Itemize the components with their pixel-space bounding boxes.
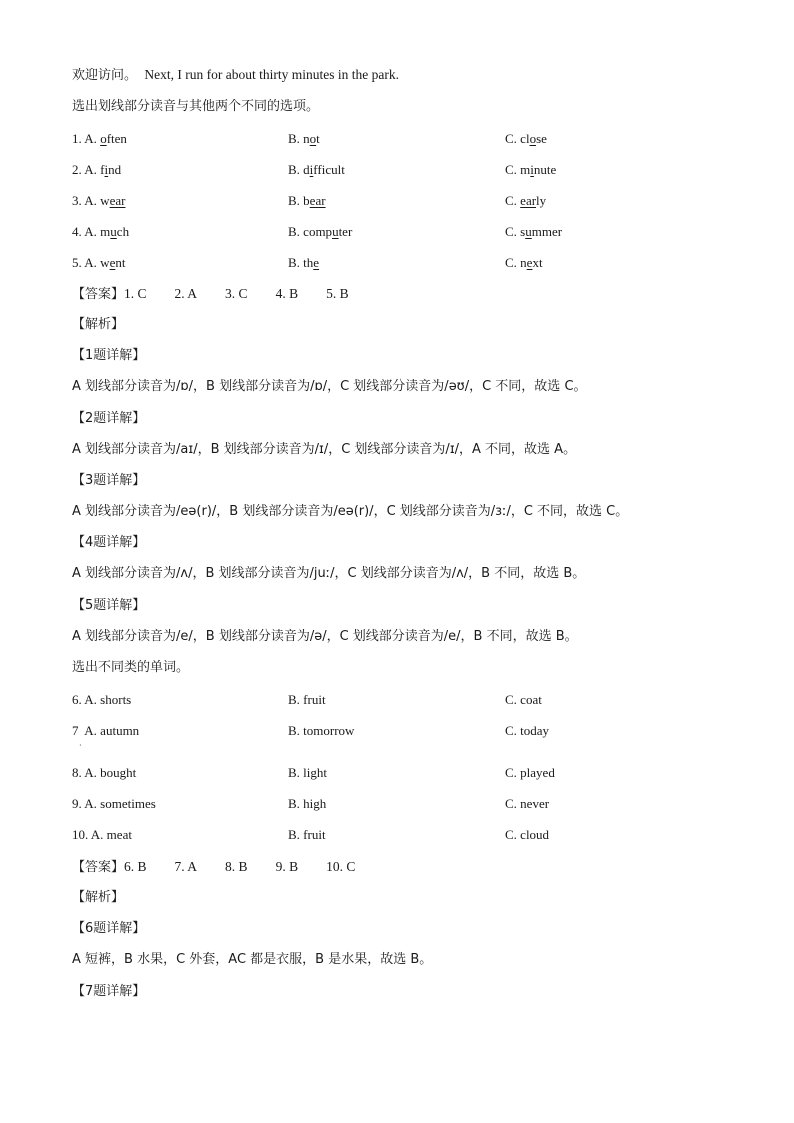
detail-title: 【2题详解】 xyxy=(72,411,146,426)
option-c: C. minute xyxy=(505,162,557,177)
option-b: B. high xyxy=(288,796,327,811)
option-c: C. summer xyxy=(505,224,563,239)
answer-line xyxy=(72,858,355,877)
question-row xyxy=(72,722,732,740)
intro-prefix: 欢迎访问。 xyxy=(72,68,138,83)
option-b: B. fruit xyxy=(288,692,326,707)
option-b: B. tomorrow xyxy=(288,723,355,738)
answer-item: 1. C xyxy=(124,286,147,301)
detail-title: 【5题详解】 xyxy=(72,598,146,613)
detail-title: 【1题详解】 xyxy=(72,348,146,363)
question-row xyxy=(72,192,732,210)
option-a: 5. A. went xyxy=(72,255,126,270)
option-b: B. computer xyxy=(288,224,353,239)
intro-line xyxy=(72,66,399,85)
analysis-label: 【解析】 xyxy=(72,317,125,332)
option-c: C. played xyxy=(505,765,555,780)
option-a: 1. A. often xyxy=(72,131,127,146)
stray-mark: · xyxy=(79,741,82,750)
option-b: B. the xyxy=(288,255,320,270)
option-a: 8. A. bought xyxy=(72,765,137,780)
option-c: C. cloud xyxy=(505,827,550,842)
answer-line xyxy=(72,285,349,304)
answer-item: 8. B xyxy=(225,859,248,874)
option-b: B. difficult xyxy=(288,162,345,177)
detail-title: 【4题详解】 xyxy=(72,535,146,550)
question-row xyxy=(72,223,732,241)
option-b: B. bear xyxy=(288,193,326,208)
question-row xyxy=(72,254,732,272)
analysis-label: 【解析】 xyxy=(72,890,125,905)
option-a: 2. A. find xyxy=(72,162,122,177)
detail-title: 【3题详解】 xyxy=(72,473,146,488)
option-a: 7 A. autumn xyxy=(72,723,140,738)
option-a: 9. A. sometimes xyxy=(72,796,156,811)
answer-item: 4. B xyxy=(275,286,299,301)
detail-title: 【7题详解】 xyxy=(72,984,146,999)
answer-item: 10. C xyxy=(326,859,356,874)
intro-sentence: Next, I run for about thirty minutes in the park. xyxy=(144,67,399,82)
option-b: B. not xyxy=(288,131,320,146)
detail-text: A 划线部分读音为/aɪ/，B 划线部分读音为/ɪ/，C 划线部分读音为/ɪ/，A 不同，故选 A。 xyxy=(72,442,577,457)
option-b: B. fruit xyxy=(288,827,326,842)
answer-item: 9. B xyxy=(275,859,299,874)
option-a: 6. A. shorts xyxy=(72,692,132,707)
question-row xyxy=(72,130,732,148)
detail-title: 【6题详解】 xyxy=(72,921,146,936)
answer-item: 6. B xyxy=(124,859,147,874)
question-row xyxy=(72,795,732,813)
answer-item: 5. B xyxy=(326,286,349,301)
question-row xyxy=(72,691,732,709)
option-c: C. coat xyxy=(505,692,542,707)
option-c: C. today xyxy=(505,723,550,738)
question-row xyxy=(72,161,732,179)
option-a: 10. A. meat xyxy=(72,827,132,842)
detail-text: A 划线部分读音为/eə(r)/，B 划线部分读音为/eə(r)/，C 划线部分读音为/ɜː/，C 不同，故选 C。 xyxy=(72,504,629,519)
option-c: C. never xyxy=(505,796,550,811)
question-row xyxy=(72,764,732,782)
answer-label: 【答案】 xyxy=(72,287,125,302)
option-a: 4. A. much xyxy=(72,224,130,239)
option-a: 3. A. wear xyxy=(72,193,126,208)
option-c: C. next xyxy=(505,255,543,270)
option-b: B. light xyxy=(288,765,328,780)
answer-item: 3. C xyxy=(225,286,248,301)
detail-text: A 短裤，B 水果，C 外套，AC 都是衣服，B 是水果，故选 B。 xyxy=(72,952,433,967)
answer-item: 7. A xyxy=(174,859,198,874)
detail-text: A 划线部分读音为/ɒ/，B 划线部分读音为/ɒ/，C 划线部分读音为/əʊ/，C 不同，故选 C。 xyxy=(72,379,587,394)
detail-text: A 划线部分读音为/ʌ/，B 划线部分读音为/juː/，C 划线部分读音为/ʌ/，B 不同，故选 B。 xyxy=(72,566,586,581)
section2-instruction: 选出不同类的单词。 xyxy=(72,660,190,675)
answer-label: 【答案】 xyxy=(72,860,125,875)
question-row xyxy=(72,826,732,844)
option-c: C. early xyxy=(505,193,547,208)
section1-instruction: 选出划线部分读音与其他两个不同的选项。 xyxy=(72,99,320,114)
detail-text: A 划线部分读音为/e/，B 划线部分读音为/ə/，C 划线部分读音为/e/，B 不同，故选 B。 xyxy=(72,629,578,644)
answer-item: 2. A xyxy=(174,286,198,301)
option-c: C. close xyxy=(505,131,547,146)
